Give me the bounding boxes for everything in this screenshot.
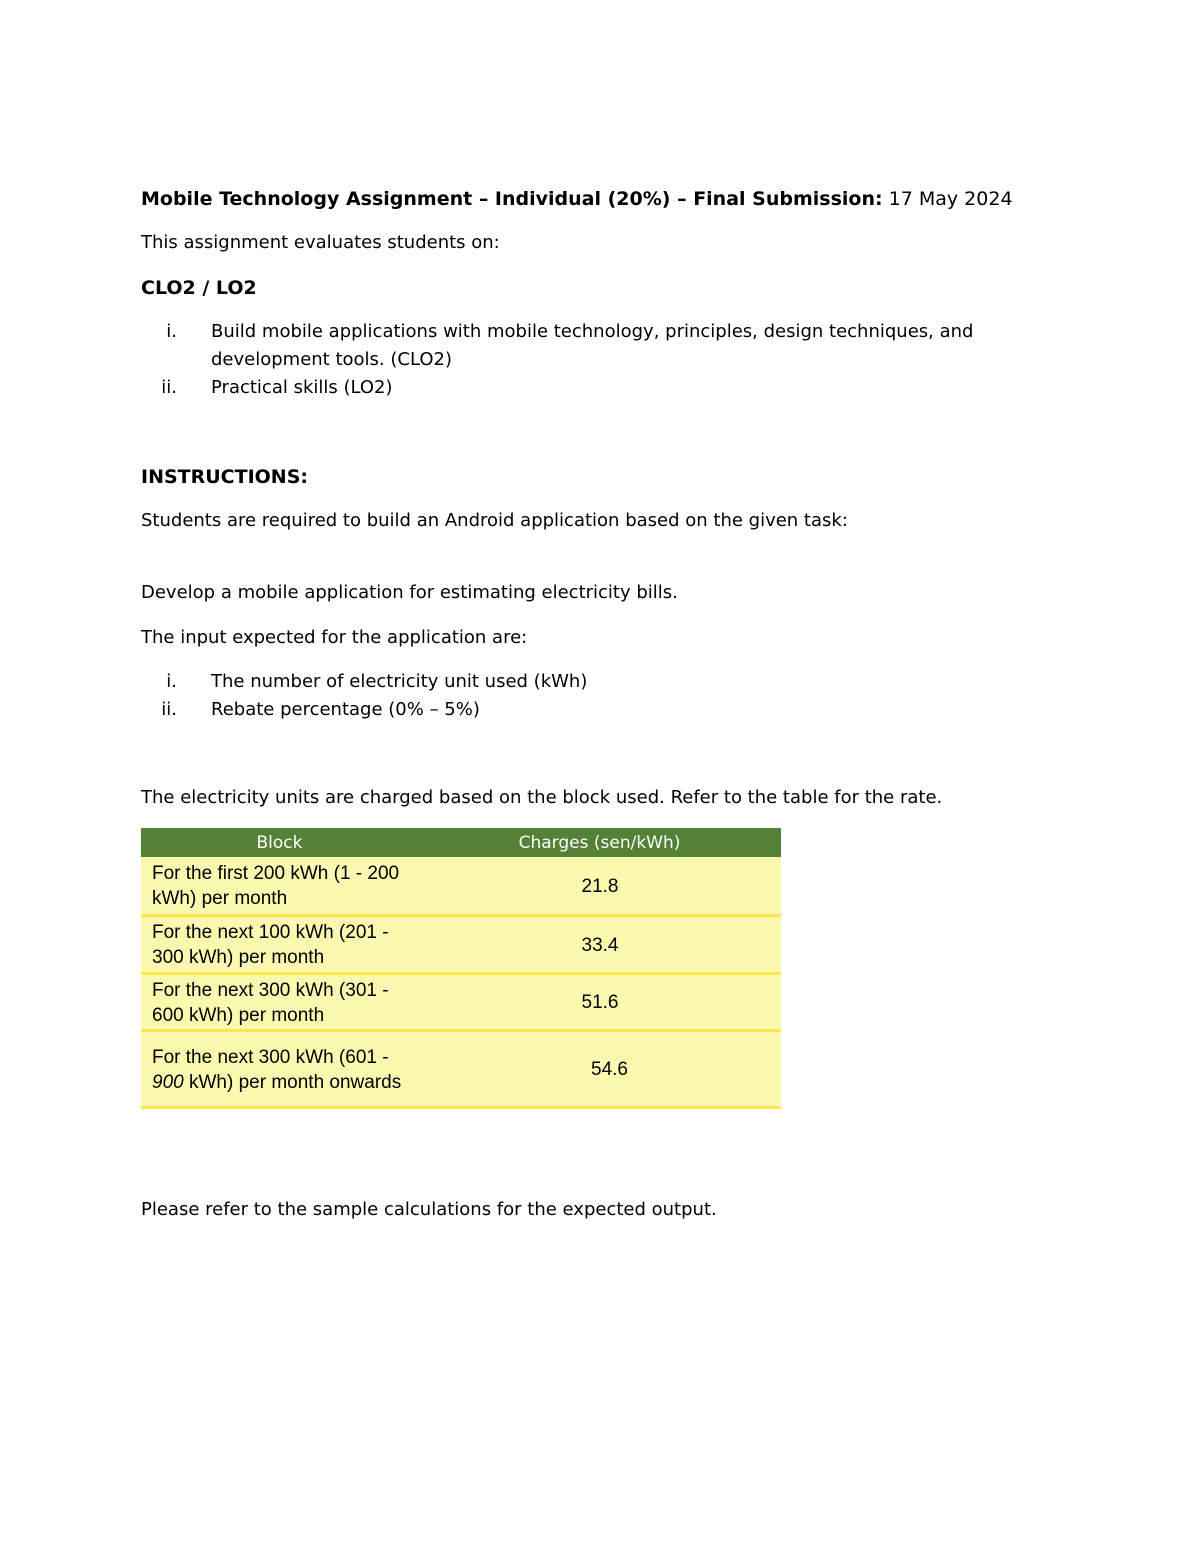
table-row xyxy=(141,1030,781,1107)
column-header-block: Block xyxy=(141,828,418,857)
list-item xyxy=(141,374,981,402)
title-text: Mobile Technology Assignment – Individual (20%) – Final Submission: xyxy=(141,188,883,210)
table-row xyxy=(141,973,781,1030)
list-number: i. xyxy=(166,671,177,692)
list-item-text: The number of electricity unit used (kWh) xyxy=(211,671,588,692)
list-item xyxy=(141,696,781,724)
list-item-text: Build mobile applications with mobile technology, principles, design techniques, and development tools. (CLO2) xyxy=(211,321,974,370)
list-item xyxy=(141,318,981,374)
rate-table xyxy=(141,828,781,1109)
input-list xyxy=(141,668,781,724)
charge-cell: 51.6 xyxy=(418,973,781,1030)
block-cell: For the first 200 kWh (1 - 200 kWh) per month xyxy=(141,857,418,915)
block-text-italic: 900 xyxy=(152,1071,184,1093)
list-number: ii. xyxy=(161,377,177,398)
list-item-text: Rebate percentage (0% – 5%) xyxy=(211,699,480,720)
clo-heading: CLO2 / LO2 xyxy=(141,277,257,299)
block-text-start: For the next 300 kWh (601 - xyxy=(152,1046,389,1068)
table-row xyxy=(141,915,781,973)
input-intro: The input expected for the application are: xyxy=(141,627,528,648)
refer-line: Please refer to the sample calculations for the expected output. xyxy=(141,1199,717,1220)
clo-list xyxy=(141,318,981,402)
table-row xyxy=(141,857,781,915)
intro-text: This assignment evaluates students on: xyxy=(141,232,500,253)
list-number: i. xyxy=(166,321,177,342)
block-cell: For the next 100 kWh (201 - 300 kWh) per month xyxy=(141,915,418,973)
block-cell xyxy=(141,1030,418,1107)
charge-cell: 33.4 xyxy=(418,915,781,973)
block-text-end: kWh) per month onwards xyxy=(183,1071,402,1093)
list-item xyxy=(141,668,781,696)
list-item-text: Practical skills (LO2) xyxy=(211,377,393,398)
charge-cell: 54.6 xyxy=(418,1030,781,1107)
task-description: Develop a mobile application for estimating electricity bills. xyxy=(141,582,678,603)
instructions-heading: INSTRUCTIONS: xyxy=(141,466,308,488)
charge-cell: 21.8 xyxy=(418,857,781,915)
column-header-charges: Charges (sen/kWh) xyxy=(418,828,781,857)
block-cell: For the next 300 kWh (301 - 600 kWh) per month xyxy=(141,973,418,1030)
submission-date: 17 May 2024 xyxy=(888,188,1013,210)
list-number: ii. xyxy=(161,699,177,720)
table-header-row xyxy=(141,828,781,857)
charge-explanation: The electricity units are charged based on the block used. Refer to the table for the rate. xyxy=(141,787,943,808)
document-title xyxy=(141,187,1013,211)
students-line: Students are required to build an Android application based on the given task: xyxy=(141,510,848,531)
